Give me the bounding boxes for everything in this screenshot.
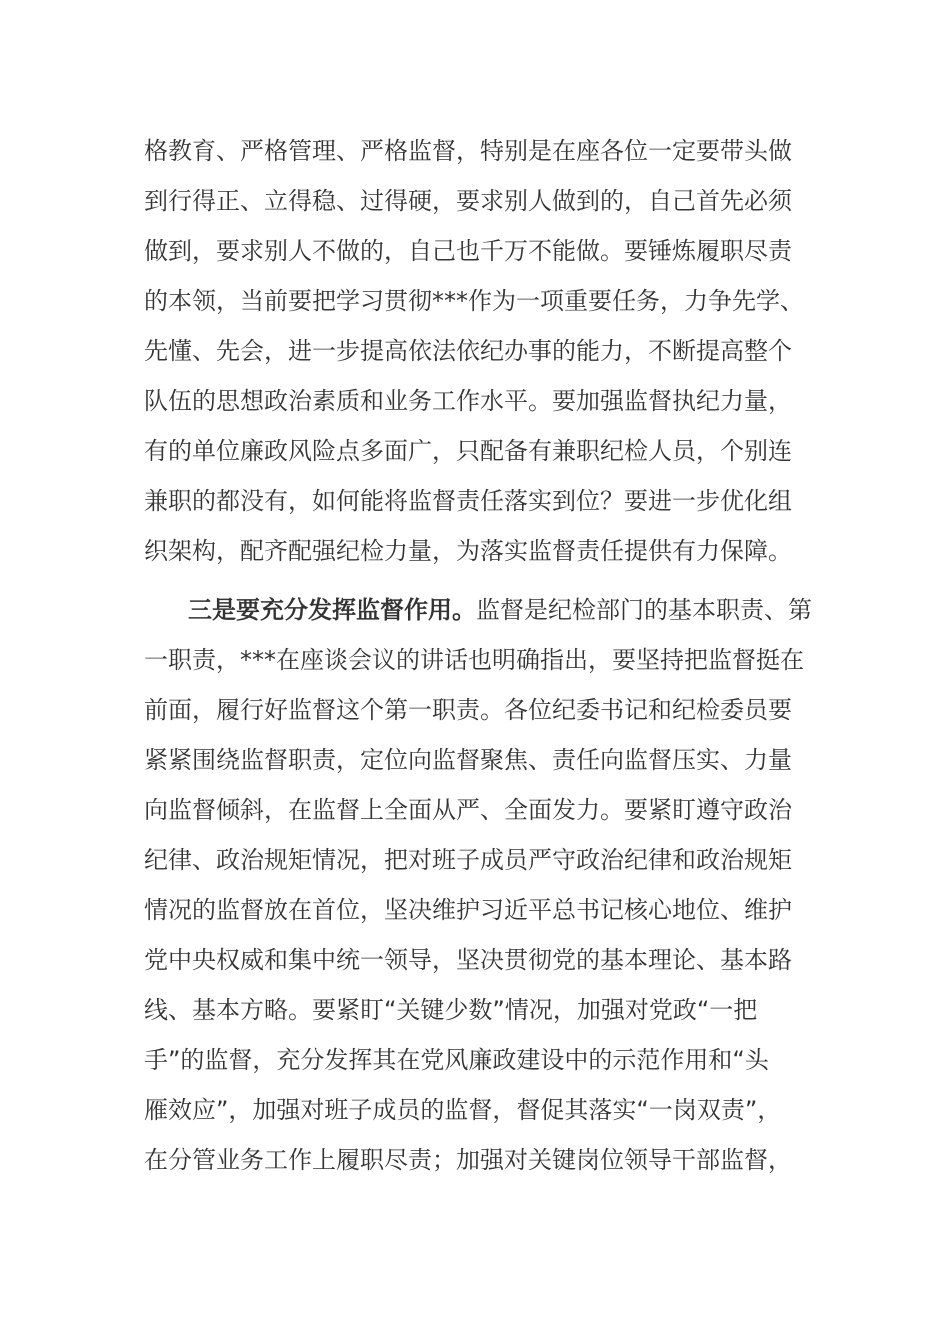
paragraph-line: 雁效应”，加强对班子成员的监督，督促其落实“一岗双责”， [144, 1096, 782, 1124]
paragraph-line: 一职责，***在座谈会议的讲话也明确指出，要坚持把监督挺在 [144, 646, 804, 674]
first-line-text: 监督是纪检部门的基本职责、第 [476, 596, 812, 624]
paragraph-line: 格教育、严格管理、严格监督，特别是在座各位一定要带头做 [144, 137, 792, 165]
paragraph-line: 纪律、政治规矩情况，把对班子成员严守政治纪律和政治规矩 [144, 846, 792, 874]
paragraph-line: 线、基本方略。要紧盯“关键少数”情况，加强对党政“一把 [144, 996, 758, 1024]
paragraph-line: 先懂、先会，进一步提高依法依纪办事的能力，不断提高整个 [144, 337, 792, 365]
paragraph-line: 队伍的思想政治素质和业务工作水平。要加强监督执纪力量， [144, 387, 792, 415]
paragraph-line: 党中央权威和集中统一领导，坚决贯彻党的基本理论、基本路 [144, 946, 792, 974]
paragraph-first-line [188, 585, 812, 635]
paragraph-line: 有的单位廉政风险点多面广，只配备有兼职纪检人员，个别连 [144, 437, 792, 465]
paragraph-line: 织架构，配齐配强纪检力量，为落实监督责任提供有力保障。 [144, 537, 792, 565]
paragraph-line: 紧紧围绕监督职责，定位向监督聚焦、责任向监督压实、力量 [144, 746, 792, 774]
paragraph-line: 情况的监督放在首位，坚决维护习近平总书记核心地位、维护 [144, 896, 792, 924]
paragraph-line: 前面，履行好监督这个第一职责。各位纪委书记和纪检委员要 [144, 696, 792, 724]
paragraph-line: 在分管业务工作上履职尽责；加强对关键岗位领导干部监督， [144, 1146, 792, 1174]
paragraph-line: 的本领，当前要把学习贯彻***作为一项重要任务，力争先学、 [144, 287, 804, 315]
paragraph-line: 兼职的都没有，如何能将监督责任落实到位？要进一步优化组 [144, 487, 792, 515]
section-heading: 三是要充分发挥监督作用。 [188, 596, 476, 624]
paragraph-line: 做到，要求别人不做的，自己也千万不能做。要锤炼履职尽责 [144, 237, 792, 265]
paragraph-line: 向监督倾斜，在监督上全面从严、全面发力。要紧盯遵守政治 [144, 796, 792, 824]
paragraph-line: 手”的监督，充分发挥其在党风廉政建设中的示范作用和“头 [144, 1046, 769, 1074]
paragraph-line: 到行得正、立得稳、过得硬，要求别人做到的，自己首先必须 [144, 187, 792, 215]
